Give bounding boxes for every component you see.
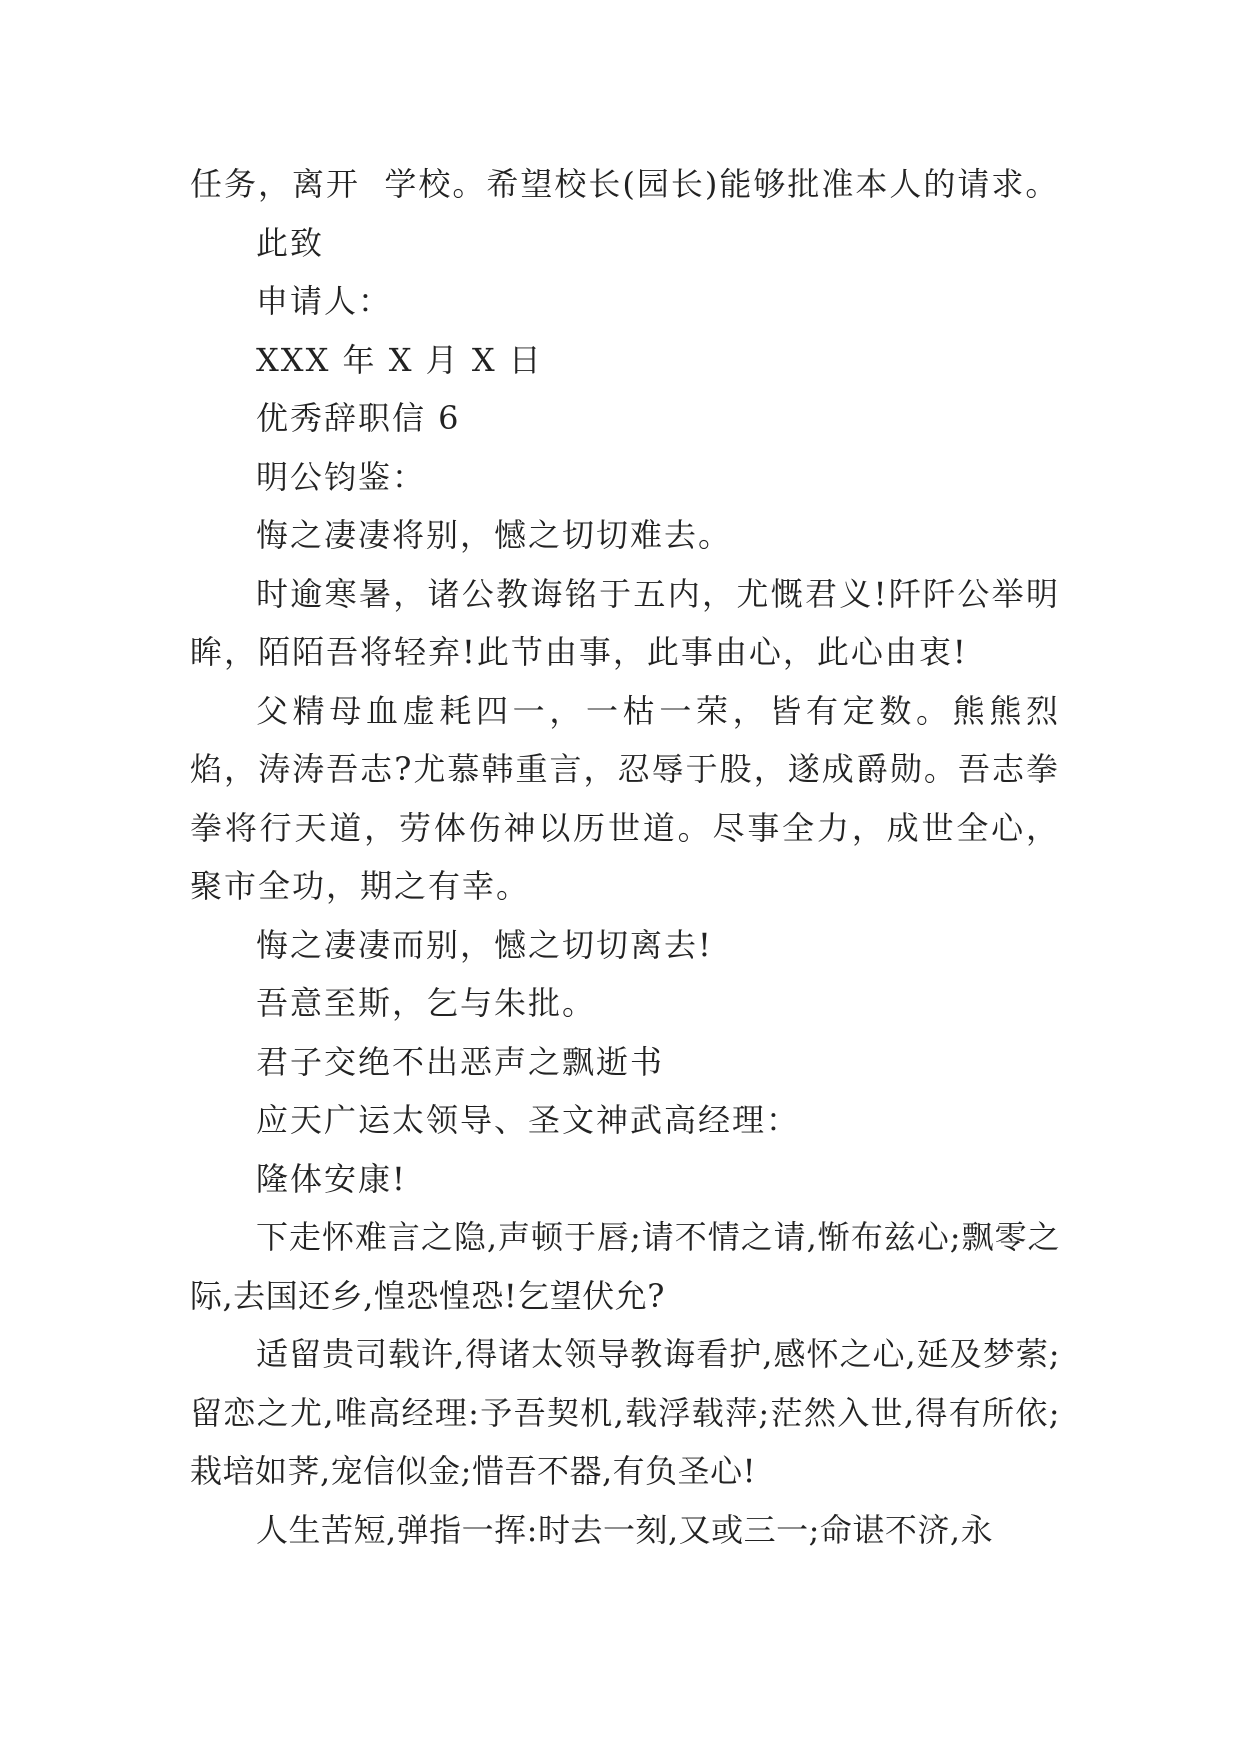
paragraph-text: 吾意至斯，乞与朱批。 — [256, 984, 597, 1022]
paragraph-text: 时逾寒暑，诸公教诲铭于五内，尤慨君义!阡阡公举明眸，陌陌吾将轻弃!此节由事，此事由心，此心由衷! — [190, 574, 1060, 671]
paragraph-text: 悔之凄凄将别，憾之切切难去。 — [256, 516, 733, 554]
paragraph-salutation: 明公钧鉴： — [256, 457, 427, 496]
paragraph-text: 下走怀难言之隐,声顿于唇;请不情之请,惭布兹心;飘零之际,去国还乡,惶恐惶恐!乞望伏允? — [190, 1218, 1060, 1315]
paragraph-text: 人生苦短,弹指一挥:时去一刻,又或三一;命谌不济,永 — [256, 1510, 994, 1549]
paragraph-date: XXX 年 X 月 X 日 — [256, 340, 543, 379]
paragraph-closing: 此致 — [256, 223, 325, 262]
section-title: 优秀辞职信 6 — [256, 399, 461, 437]
paragraph-text: 适留贵司载许,得诸太领导教诲看护,感怀之心,延及梦萦;留恋之尤,唯高经理:予吾契机,载浮载萍;茫然入世,得有所依;栽培如荠,宠信似金;惜吾不器,有负圣心! — [190, 1335, 1060, 1490]
document-body — [190, 155, 1060, 1559]
paragraph-salutation: 应天广运太领导、圣文神武高经理： — [256, 1101, 801, 1139]
paragraph-text: 父精母血虚耗四一，一枯一荣，皆有定数。熊熊烈焰，涛涛吾志?尤慕韩重言，忍辱于股，遂成爵勋。吾志拳拳将行天道，劳体伤神以历世道。尽事全力，成世全心，聚市全功，期之有幸。 — [190, 691, 1060, 905]
paragraph-text: 悔之凄凄而别，憾之切切离去! — [256, 925, 713, 964]
paragraph-text: 隆体安康! — [256, 1159, 407, 1198]
paragraph-1: 任务，离开 学校。希望校长(园长)能够批准本人的请求。 — [190, 165, 1060, 203]
letter-title: 君子交绝不出恶声之飘逝书 — [256, 1042, 665, 1081]
paragraph-applicant: 申请人： — [256, 282, 393, 320]
